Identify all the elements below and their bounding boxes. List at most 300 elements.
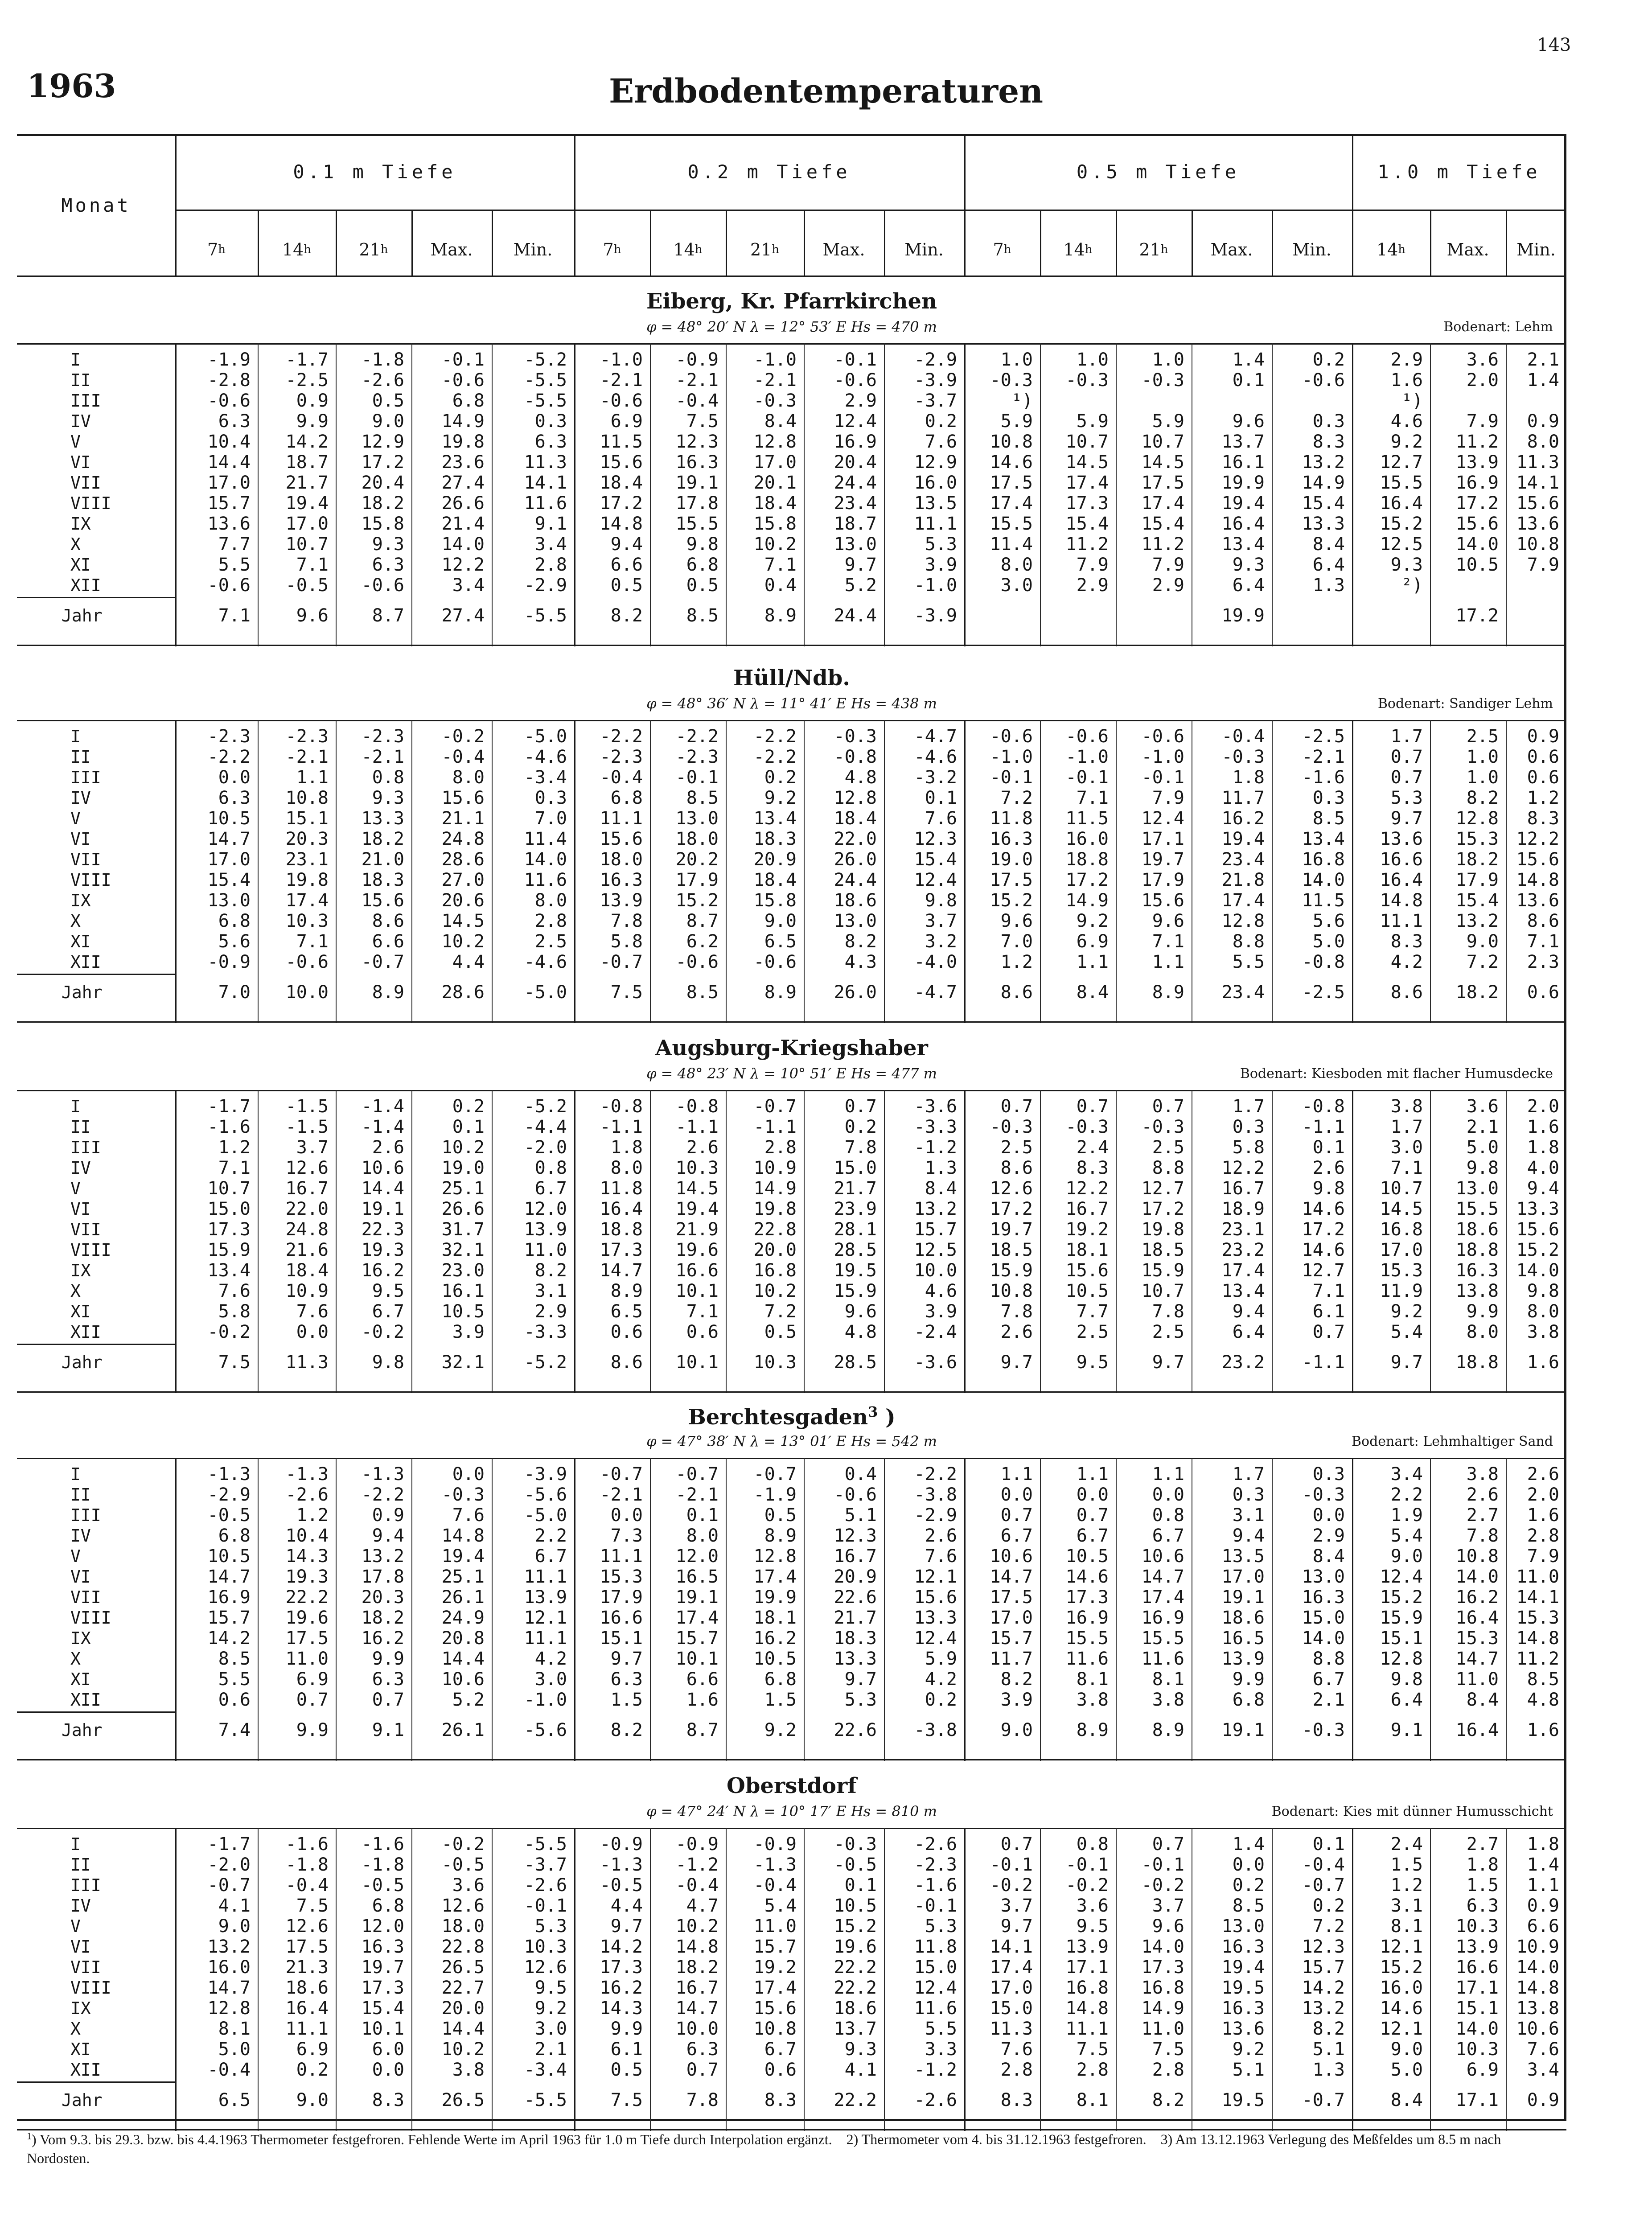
- table-cell: 23.4: [1221, 849, 1265, 870]
- table-cell: 5.4: [764, 1896, 797, 1916]
- table-cell: 26.5: [441, 2090, 485, 2110]
- column-header: 14 h: [1376, 240, 1406, 259]
- station-soil-type: Bodenart: Lehmhaltiger Sand: [1351, 1434, 1553, 1449]
- table-cell: 6.2: [686, 931, 719, 952]
- table-cell: 8.2: [1312, 2019, 1345, 2039]
- table-row: [17, 555, 1566, 575]
- table-cell: 15.4: [207, 870, 251, 890]
- table-cell: 0.3: [1312, 1464, 1345, 1485]
- table-cell: 15.9: [990, 1260, 1033, 1281]
- table-cell: 19.5: [1221, 1978, 1265, 1998]
- table-cell: 1.7: [1390, 726, 1423, 747]
- table-cell: 16.9: [834, 432, 877, 452]
- table-cell: 2.1: [534, 2039, 567, 2060]
- table-cell: 19.3: [285, 1567, 329, 1587]
- table-cell: 16.7: [1065, 1199, 1109, 1219]
- table-cell: 11.6: [1141, 1649, 1184, 1669]
- table-cell: -1.4: [361, 1117, 404, 1137]
- month-label: X: [70, 535, 81, 554]
- table-cell: 14.7: [675, 1998, 719, 2019]
- table-cell: 14.8: [675, 1937, 719, 1957]
- table-cell: 0.7: [1000, 1834, 1033, 1855]
- table-cell: 2.8: [1076, 2060, 1109, 2080]
- column-header: 21 h: [1139, 240, 1168, 259]
- table-cell: -2.2: [361, 1485, 404, 1505]
- table-cell: 19.9: [1221, 605, 1265, 626]
- table-cell: 8.3: [1076, 1158, 1109, 1178]
- table-row: [17, 1690, 1566, 1710]
- column-header: 21 h: [359, 240, 388, 259]
- table-cell: 11.3: [524, 452, 567, 473]
- station-name: Berchtesgaden$^3$ ): [688, 1403, 896, 1430]
- table-row: [17, 768, 1566, 787]
- table-cell: 0.7: [1390, 747, 1423, 767]
- table-cell: 2.5: [1076, 1322, 1109, 1342]
- table-cell: 14.6: [1065, 1567, 1109, 1587]
- table-cell: 10.2: [753, 534, 797, 555]
- table-cell: -1.1: [600, 1117, 643, 1137]
- table-cell: 17.0: [1380, 1240, 1423, 1260]
- table-cell: 10.6: [441, 1669, 485, 1690]
- table-cell: -0.3: [1302, 1720, 1345, 1740]
- table-cell: 8.5: [686, 788, 719, 808]
- table-cell: -0.5: [441, 1855, 485, 1875]
- table-cell: 10.0: [285, 982, 329, 1003]
- table-cell: 14.1: [990, 1937, 1033, 1957]
- table-cell: 5.5: [218, 1669, 251, 1690]
- table-cell: 21.7: [834, 1608, 877, 1628]
- table-cell: 18.2: [361, 829, 404, 849]
- month-label: VIII: [70, 494, 111, 513]
- table-cell: 5.3: [1390, 788, 1423, 808]
- table-cell: 7.8: [610, 911, 643, 931]
- station-heading-rule: [17, 1458, 1566, 1459]
- table-cell: 14.4: [441, 1649, 485, 1669]
- table-cell: 17.8: [675, 493, 719, 514]
- table-cell: 9.6: [844, 1301, 877, 1322]
- table-cell: 13.2: [1455, 911, 1499, 931]
- table-cell: -2.3: [207, 726, 251, 747]
- table-cell: 15.7: [753, 1937, 797, 1957]
- table-cell: 0.8: [534, 1158, 567, 1178]
- table-cell: 8.4: [1312, 534, 1345, 555]
- table-cell: 6.3: [218, 788, 251, 808]
- table-cell: 12.2: [1065, 1178, 1109, 1199]
- table-cell: 21.0: [361, 849, 404, 870]
- table-cell: 0.9: [1527, 1896, 1559, 1916]
- table-cell: 9.1: [372, 1720, 404, 1740]
- header-divider: [1272, 210, 1273, 276]
- table-cell: -4.4: [524, 1117, 567, 1137]
- table-cell: -2.9: [524, 575, 567, 596]
- table-cell: 9.8: [1466, 1158, 1499, 1178]
- table-cell: 2.1: [1466, 1117, 1499, 1137]
- table-cell: -1.2: [675, 1855, 719, 1875]
- table-cell: 10.5: [1455, 555, 1499, 575]
- table-cell: 0.0: [1076, 1485, 1109, 1505]
- month-label: IV: [70, 788, 91, 808]
- table-cell: 10.6: [1516, 2019, 1559, 2039]
- table-cell: 17.2: [1141, 1199, 1184, 1219]
- table-cell: 21.7: [834, 1178, 877, 1199]
- table-cell: 16.2: [600, 1978, 643, 1998]
- table-cell: 17.5: [1141, 473, 1184, 493]
- table-cell: -0.8: [834, 747, 877, 767]
- table-cell: 6.8: [218, 911, 251, 931]
- table-cell: 9.1: [534, 514, 567, 534]
- table-cell: 5.0: [1312, 931, 1345, 952]
- table-cell: 8.0: [610, 1158, 643, 1178]
- month-label: IX: [70, 1629, 91, 1648]
- table-cell: -1.6: [1302, 767, 1345, 788]
- table-cell: 15.6: [914, 1587, 957, 1608]
- table-cell: 16.3: [600, 870, 643, 890]
- table-cell: 17.3: [600, 1240, 643, 1260]
- column-header: 7 h: [207, 240, 226, 259]
- table-cell: -1.0: [1065, 747, 1109, 767]
- soil-temperature-table: [17, 134, 1566, 2121]
- table-cell: 16.7: [1221, 1178, 1265, 1199]
- table-cell: -2.9: [207, 1485, 251, 1505]
- table-cell: 9.8: [925, 890, 957, 911]
- table-cell: 16.0: [914, 473, 957, 493]
- table-cell: 11.6: [914, 1998, 957, 2019]
- table-cell: 22.2: [285, 1587, 329, 1608]
- table-cell: 5.5: [1232, 952, 1265, 972]
- table-cell: 17.9: [675, 870, 719, 890]
- table-cell: 8.6: [1000, 982, 1033, 1003]
- table-cell: 0.0: [610, 1505, 643, 1526]
- table-cell: 13.7: [1221, 432, 1265, 452]
- table-cell: 15.0: [990, 1998, 1033, 2019]
- table-cell: 17.4: [1065, 473, 1109, 493]
- table-cell: 22.7: [441, 1978, 485, 1998]
- table-cell: 14.4: [441, 2019, 485, 2039]
- table-cell: 1.7: [1232, 1096, 1265, 1117]
- table-cell: 2.6: [686, 1137, 719, 1158]
- table-cell: 9.5: [1076, 1916, 1109, 1937]
- table-cell: -1.2: [914, 1137, 957, 1158]
- table-cell: 16.2: [361, 1260, 404, 1281]
- table-cell: 8.6: [1000, 1158, 1033, 1178]
- table-cell: 14.0: [1302, 1628, 1345, 1649]
- table-row: [17, 1117, 1566, 1137]
- table-cell: 2.8: [534, 555, 567, 575]
- table-cell: -5.0: [524, 726, 567, 747]
- table-cell: 0.3: [1232, 1117, 1265, 1137]
- table-cell: 15.4: [1141, 514, 1184, 534]
- table-cell: -2.5: [1302, 982, 1345, 1003]
- table-cell: 7.6: [1527, 2039, 1559, 2060]
- table-cell: 18.7: [834, 514, 877, 534]
- station-bottom-rule: [17, 1021, 1566, 1023]
- table-cell: 15.0: [207, 1199, 251, 1219]
- table-cell: 13.0: [1455, 1178, 1499, 1199]
- table-cell: 27.0: [441, 870, 485, 890]
- table-cell: 16.3: [1455, 1260, 1499, 1281]
- table-cell: 9.2: [764, 1720, 797, 1740]
- station-name-text: Eiberg, Kr. Pfarrkirchen: [646, 289, 937, 314]
- table-cell: 22.8: [441, 1937, 485, 1957]
- table-cell: 14.7: [1455, 1649, 1499, 1669]
- table-cell: 8.7: [686, 1720, 719, 1740]
- table-cell: 0.7: [1312, 1322, 1345, 1342]
- table-cell: 8.4: [925, 1178, 957, 1199]
- month-label: VII: [70, 1587, 101, 1607]
- table-cell: 6.5: [218, 2090, 251, 2110]
- table-cell: 10.3: [753, 1352, 797, 1373]
- table-cell: 16.8: [1141, 1978, 1184, 1998]
- table-cell: 12.3: [675, 432, 719, 452]
- table-cell: 9.3: [1390, 555, 1423, 575]
- table-cell: 0.3: [1312, 411, 1345, 432]
- table-cell: 8.3: [372, 2090, 404, 2110]
- table-cell: 15.6: [441, 788, 485, 808]
- month-label: X: [70, 911, 81, 931]
- table-cell: 18.5: [1141, 1240, 1184, 1260]
- table-cell: 10.7: [1380, 1178, 1423, 1199]
- table-cell: 12.4: [1141, 808, 1184, 829]
- table-cell: 8.9: [1152, 982, 1184, 1003]
- table-cell: 10.8: [753, 2019, 797, 2039]
- table-cell: 3.7: [296, 1137, 329, 1158]
- table-cell: 9.9: [610, 2019, 643, 2039]
- table-cell: 5.4: [1390, 1322, 1423, 1342]
- table-cell: 21.4: [441, 514, 485, 534]
- table-cell: 9.6: [296, 605, 329, 626]
- table-cell: 13.9: [524, 1587, 567, 1608]
- table-cell: 11.6: [524, 493, 567, 514]
- table-cell: 10.2: [441, 1137, 485, 1158]
- table-cell: 7.8: [1466, 1526, 1499, 1546]
- table-cell: 9.5: [372, 1281, 404, 1301]
- table-cell: 1.2: [1527, 788, 1559, 808]
- table-cell: 8.7: [372, 605, 404, 626]
- table-cell: 15.1: [600, 1628, 643, 1649]
- table-cell: 1.4: [1527, 1855, 1559, 1875]
- table-cell: 2.6: [1466, 1485, 1499, 1505]
- table-cell: 15.6: [1455, 514, 1499, 534]
- table-cell: 10.8: [1516, 534, 1559, 555]
- table-cell: 8.6: [372, 911, 404, 931]
- table-cell: 9.9: [296, 411, 329, 432]
- table-cell: 7.5: [686, 411, 719, 432]
- table-cell: 0.7: [1000, 1096, 1033, 1117]
- table-cell: 6.3: [218, 411, 251, 432]
- table-cell: 1.4: [1232, 1834, 1265, 1855]
- table-cell: 14.7: [207, 829, 251, 849]
- table-cell: 2.8: [1000, 2060, 1033, 2080]
- table-cell: 25.1: [441, 1178, 485, 1199]
- table-cell: 16.6: [1455, 1957, 1499, 1978]
- table-cell: 7.1: [218, 1158, 251, 1178]
- table-cell: -5.5: [524, 605, 567, 626]
- table-cell: 0.2: [764, 767, 797, 788]
- table-cell: 1.3: [1312, 575, 1345, 596]
- table-cell: 11.1: [524, 1628, 567, 1649]
- table-cell: 0.2: [844, 1117, 877, 1137]
- table-cell: -5.0: [524, 1505, 567, 1526]
- table-cell: 2.5: [534, 931, 567, 952]
- table-cell: 11.0: [1141, 2019, 1184, 2039]
- table-cell: 14.3: [285, 1546, 329, 1567]
- table-cell: -1.3: [753, 1855, 797, 1875]
- table-cell: 17.2: [1455, 493, 1499, 514]
- table-cell: 1.2: [1390, 1875, 1423, 1896]
- table-cell: 9.8: [1390, 1669, 1423, 1690]
- table-cell: -4.6: [524, 952, 567, 972]
- table-cell: 10.8: [285, 788, 329, 808]
- table-cell: 16.6: [675, 1260, 719, 1281]
- table-cell: -0.3: [990, 370, 1033, 391]
- table-cell: 8.2: [1000, 1669, 1033, 1690]
- table-cell: 19.1: [1221, 1720, 1265, 1740]
- table-cell: 1.5: [1466, 1875, 1499, 1896]
- table-cell: 13.0: [834, 911, 877, 931]
- table-cell: 2.7: [1466, 1834, 1499, 1855]
- table-cell: 13.2: [361, 1546, 404, 1567]
- table-cell: 18.3: [834, 1628, 877, 1649]
- table-cell: -2.0: [207, 1855, 251, 1875]
- table-cell: -1.5: [285, 1117, 329, 1137]
- table-cell: 7.1: [1527, 931, 1559, 952]
- table-cell: -2.3: [285, 726, 329, 747]
- table-cell: 13.0: [1221, 1916, 1265, 1937]
- table-cell: 17.0: [753, 452, 797, 473]
- table-cell: 0.5: [610, 575, 643, 596]
- table-cell: 2.6: [372, 1137, 404, 1158]
- header-divider: [1506, 210, 1507, 276]
- header-divider: [1040, 210, 1041, 276]
- table-cell: 12.9: [361, 432, 404, 452]
- table-cell: 9.0: [296, 2090, 329, 2110]
- month-label: III: [70, 1505, 101, 1525]
- table-cell: 6.4: [1232, 575, 1265, 596]
- table-cell: 21.9: [675, 1219, 719, 1240]
- table-cell: 13.6: [207, 514, 251, 534]
- table-cell: 23.2: [1221, 1240, 1265, 1260]
- station-name: [17, 1773, 1566, 1798]
- table-cell: 0.0: [296, 1322, 329, 1342]
- table-cell: -0.5: [361, 1875, 404, 1896]
- table-cell: 6.9: [296, 1669, 329, 1690]
- table-cell: 7.0: [534, 808, 567, 829]
- table-cell: 1.1: [1152, 1464, 1184, 1485]
- table-cell: 15.7: [990, 1628, 1033, 1649]
- table-cell: 13.4: [1302, 829, 1345, 849]
- table-cell: -2.1: [675, 1485, 719, 1505]
- table-cell: 15.8: [361, 514, 404, 534]
- month-label: VI: [70, 452, 91, 472]
- table-cell: 16.4: [1455, 1720, 1499, 1740]
- table-cell: 13.2: [1302, 452, 1345, 473]
- table-cell: 15.2: [1380, 1957, 1423, 1978]
- table-cell: -3.6: [914, 1352, 957, 1373]
- table-row: [17, 1261, 1566, 1280]
- table-cell: 7.1: [686, 1301, 719, 1322]
- table-cell: 14.9: [1065, 890, 1109, 911]
- table-cell: 2.9: [1390, 350, 1423, 370]
- table-cell: 11.0: [1455, 1669, 1499, 1690]
- table-cell: 13.3: [361, 808, 404, 829]
- table-cell: -0.4: [441, 747, 485, 767]
- table-cell: 15.4: [1302, 493, 1345, 514]
- table-cell: 14.4: [361, 1178, 404, 1199]
- table-cell: -4.0: [914, 952, 957, 972]
- header-divider: [1116, 210, 1117, 276]
- table-cell: 15.3: [1455, 829, 1499, 849]
- table-cell: -2.1: [361, 747, 404, 767]
- table-cell: 17.0: [207, 849, 251, 870]
- table-cell: 8.0: [1527, 432, 1559, 452]
- table-cell: 19.2: [753, 1957, 797, 1978]
- table-cell: 3.0: [1000, 575, 1033, 596]
- month-label: II: [70, 1855, 91, 1875]
- table-cell: 7.6: [925, 808, 957, 829]
- table-cell: 11.6: [524, 870, 567, 890]
- table-cell: 7.9: [1527, 1546, 1559, 1567]
- table-cell: 16.3: [361, 1937, 404, 1957]
- table-cell: 9.0: [1000, 1720, 1033, 1740]
- table-cell: 23.0: [441, 1260, 485, 1281]
- table-cell: 8.5: [1527, 1669, 1559, 1690]
- table-cell: 10.6: [1141, 1546, 1184, 1567]
- table-cell: 0.0: [218, 767, 251, 788]
- table-cell: 32.1: [441, 1240, 485, 1260]
- table-cell: -1.3: [361, 1464, 404, 1485]
- table-row: [17, 1179, 1566, 1198]
- table-cell: 1.8: [610, 1137, 643, 1158]
- table-cell: 1.5: [764, 1690, 797, 1710]
- month-label: XI: [70, 555, 91, 575]
- table-cell: 9.0: [218, 1916, 251, 1937]
- year-row-rule: [17, 974, 175, 975]
- table-row: [17, 1546, 1566, 1566]
- table-cell: 8.5: [1232, 1896, 1265, 1916]
- table-cell: -0.6: [1302, 370, 1345, 391]
- table-cell: 14.8: [441, 1526, 485, 1546]
- table-cell: -0.4: [600, 767, 643, 788]
- table-cell: 2.9: [1076, 575, 1109, 596]
- table-cell: 14.2: [207, 1628, 251, 1649]
- table-cell: 15.6: [1516, 1219, 1559, 1240]
- table-cell: 28.6: [441, 849, 485, 870]
- table-cell: 8.3: [1000, 2090, 1033, 2110]
- table-cell: 7.2: [764, 1301, 797, 1322]
- table-cell: 0.0: [452, 1464, 485, 1485]
- table-cell: 14.0: [441, 534, 485, 555]
- table-cell: 15.0: [914, 1957, 957, 1978]
- table-cell: 16.4: [1380, 870, 1423, 890]
- table-cell: 18.0: [675, 829, 719, 849]
- table-cell: -5.0: [524, 982, 567, 1003]
- table-cell: 0.5: [372, 391, 404, 411]
- table-cell: -1.4: [361, 1096, 404, 1117]
- table-cell: 0.9: [296, 391, 329, 411]
- table-cell: 16.7: [675, 1978, 719, 1998]
- table-cell: 7.6: [925, 1546, 957, 1567]
- table-cell: 12.9: [914, 452, 957, 473]
- table-cell: 20.0: [441, 1998, 485, 2019]
- table-cell: 6.7: [534, 1178, 567, 1199]
- table-cell: 1.6: [1527, 1720, 1559, 1740]
- station-coordinates: φ = 48° 36′ N λ = 11° 41′ E Hs = 438 m: [646, 695, 937, 712]
- table-cell: -0.8: [600, 1096, 643, 1117]
- station-coordinates: φ = 48° 20′ N λ = 12° 53′ E Hs = 470 m: [646, 318, 937, 335]
- table-cell: 10.4: [207, 432, 251, 452]
- table-cell: 14.8: [1516, 1978, 1559, 1998]
- table-cell: -0.3: [1141, 370, 1184, 391]
